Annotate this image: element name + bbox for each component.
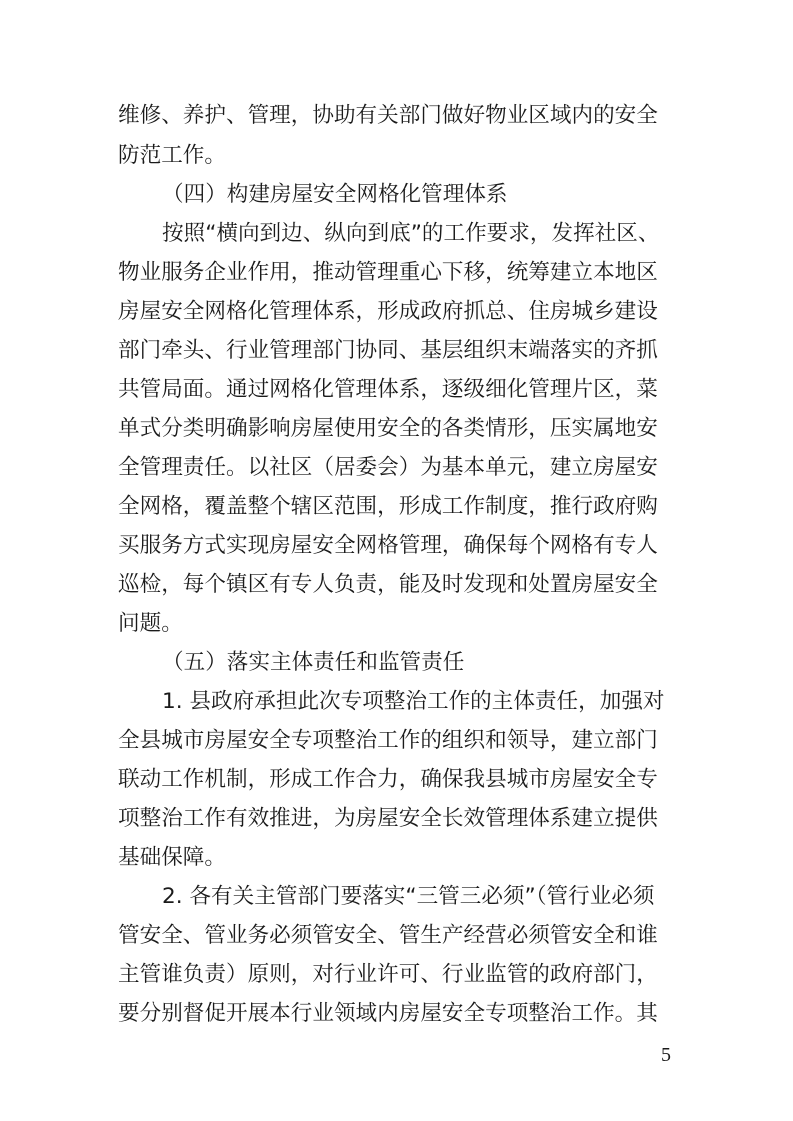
text-line: 基础保障。 xyxy=(118,845,226,870)
text-line: 按照“横向到边、纵向到底”的工作要求，发挥社区、 xyxy=(162,221,660,246)
section-heading: （五）落实主体责任和监管责任 xyxy=(162,650,465,675)
text-line: 全县城市房屋安全专项整治工作的组织和领导，建立部门 xyxy=(118,728,658,753)
text-line: 单式分类明确影响房屋使用安全的各类情形，压实属地安 xyxy=(118,416,658,441)
text-line: 问题。 xyxy=(118,611,183,636)
text-line: 项整治工作有效推进，为房屋安全长效管理体系建立提供 xyxy=(118,806,658,831)
text-line: 房屋安全网格化管理体系，形成政府抓总、住房城乡建设 xyxy=(118,299,658,324)
text-line: 防范工作。 xyxy=(118,143,226,168)
text-line: 全管理责任。以社区（居委会）为基本单元，建立房屋安 xyxy=(118,455,658,480)
text-line: 联动工作机制，形成工作合力，确保我县城市房屋安全专 xyxy=(118,767,658,792)
text-line: 部门牵头、行业管理部门协同、基层组织末端落实的齐抓 xyxy=(118,338,658,363)
text-line: 全网格，覆盖整个辖区范围，形成工作制度，推行政府购 xyxy=(118,494,658,519)
section-heading: （四）构建房屋安全网格化管理体系 xyxy=(162,182,508,207)
text-line: 共管局面。通过网格化管理体系，逐级细化管理片区，菜 xyxy=(118,377,658,402)
text-line: 买服务方式实现房屋安全网格管理，确保每个网格有专人 xyxy=(118,533,658,558)
text-line: 物业服务企业作用，推动管理重心下移，统筹建立本地区 xyxy=(118,260,658,285)
text-line: 维修、养护、管理，协助有关部门做好物业区域内的安全 xyxy=(118,103,658,128)
text-line: 2. 各有关主管部门要落实“三管三必须”（管行业必须 xyxy=(162,884,655,909)
text-line: 巡检，每个镇区有专人负责，能及时发现和处置房屋安全 xyxy=(118,572,658,597)
page-number: 5 xyxy=(661,1044,671,1066)
text-line: 1. 县政府承担此次专项整治工作的主体责任，加强对 xyxy=(162,689,665,714)
text-line: 管安全、管业务必须管安全、管生产经营必须管安全和谁 xyxy=(118,923,658,948)
text-line: 主管谁负责）原则，对行业许可、行业监管的政府部门， xyxy=(118,962,658,987)
text-line: 要分别督促开展本行业领域内房屋安全专项整治工作。其 xyxy=(118,1001,658,1026)
